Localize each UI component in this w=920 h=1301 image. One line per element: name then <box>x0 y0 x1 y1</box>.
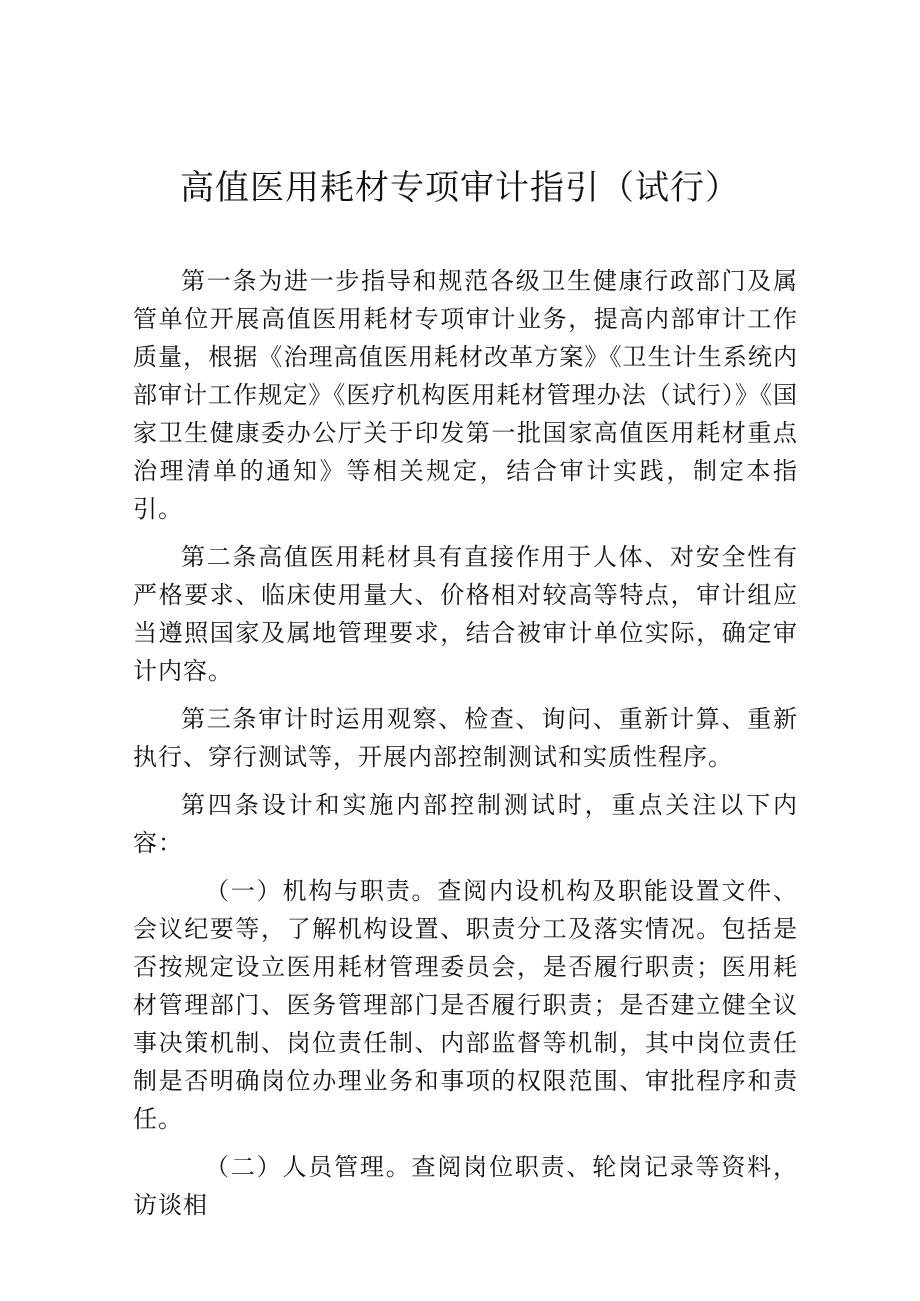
document-body <box>133 262 798 1224</box>
article-3-paragraph: 第三条审计时运用观察、检查、询问、重新计算、重新执行、穿行测试等，开展内部控制测试和实质性程序。 <box>133 705 798 771</box>
document-title: 高值医用耗材专项审计指引（试行） <box>180 168 740 208</box>
article-4-paragraph: 第四条设计和实施内部控制测试时，重点关注以下内容： <box>133 791 798 857</box>
item-1-paragraph: （一）机构与职责。查阅内设机构及职能设置文件、会议纪要等，了解机构设置、职责分工及落实情况。包括是否按规定设立医用耗材管理委员会，是否履行职责；医用耗材管理部门、医务管理部门是否履行职责；是否建立健全议事决策机制、岗位责任制、内部监督等机制，其中岗位责任制是否明确岗位办理业务和事项的权限范围、审批程序和责任。 <box>133 877 798 1133</box>
article-2-paragraph: 第二条高值医用耗材具有直接作用于人体、对安全性有严格要求、临床使用量大、价格相对较高等特点，审计组应当遵照国家及属地管理要求，结合被审计单位实际，确定审计内容。 <box>133 543 798 685</box>
item-2-paragraph: （二）人员管理。查阅岗位职责、轮岗记录等资料，访谈相 <box>133 1153 798 1219</box>
article-1-paragraph: 第一条为进一步指导和规范各级卫生健康行政部门及属管单位开展高值医用耗材专项审计业务，提高内部审计工作质量，根据《治理高值医用耗材改革方案》《卫生计生系统内部审计工作规定》《医疗机构医用耗材管理办法（试行）》《国家卫生健康委办公厅关于印发第一批国家高值医用耗材重点治理清单的通知》等相关规定，结合审计实践，制定本指引。 <box>133 267 798 523</box>
